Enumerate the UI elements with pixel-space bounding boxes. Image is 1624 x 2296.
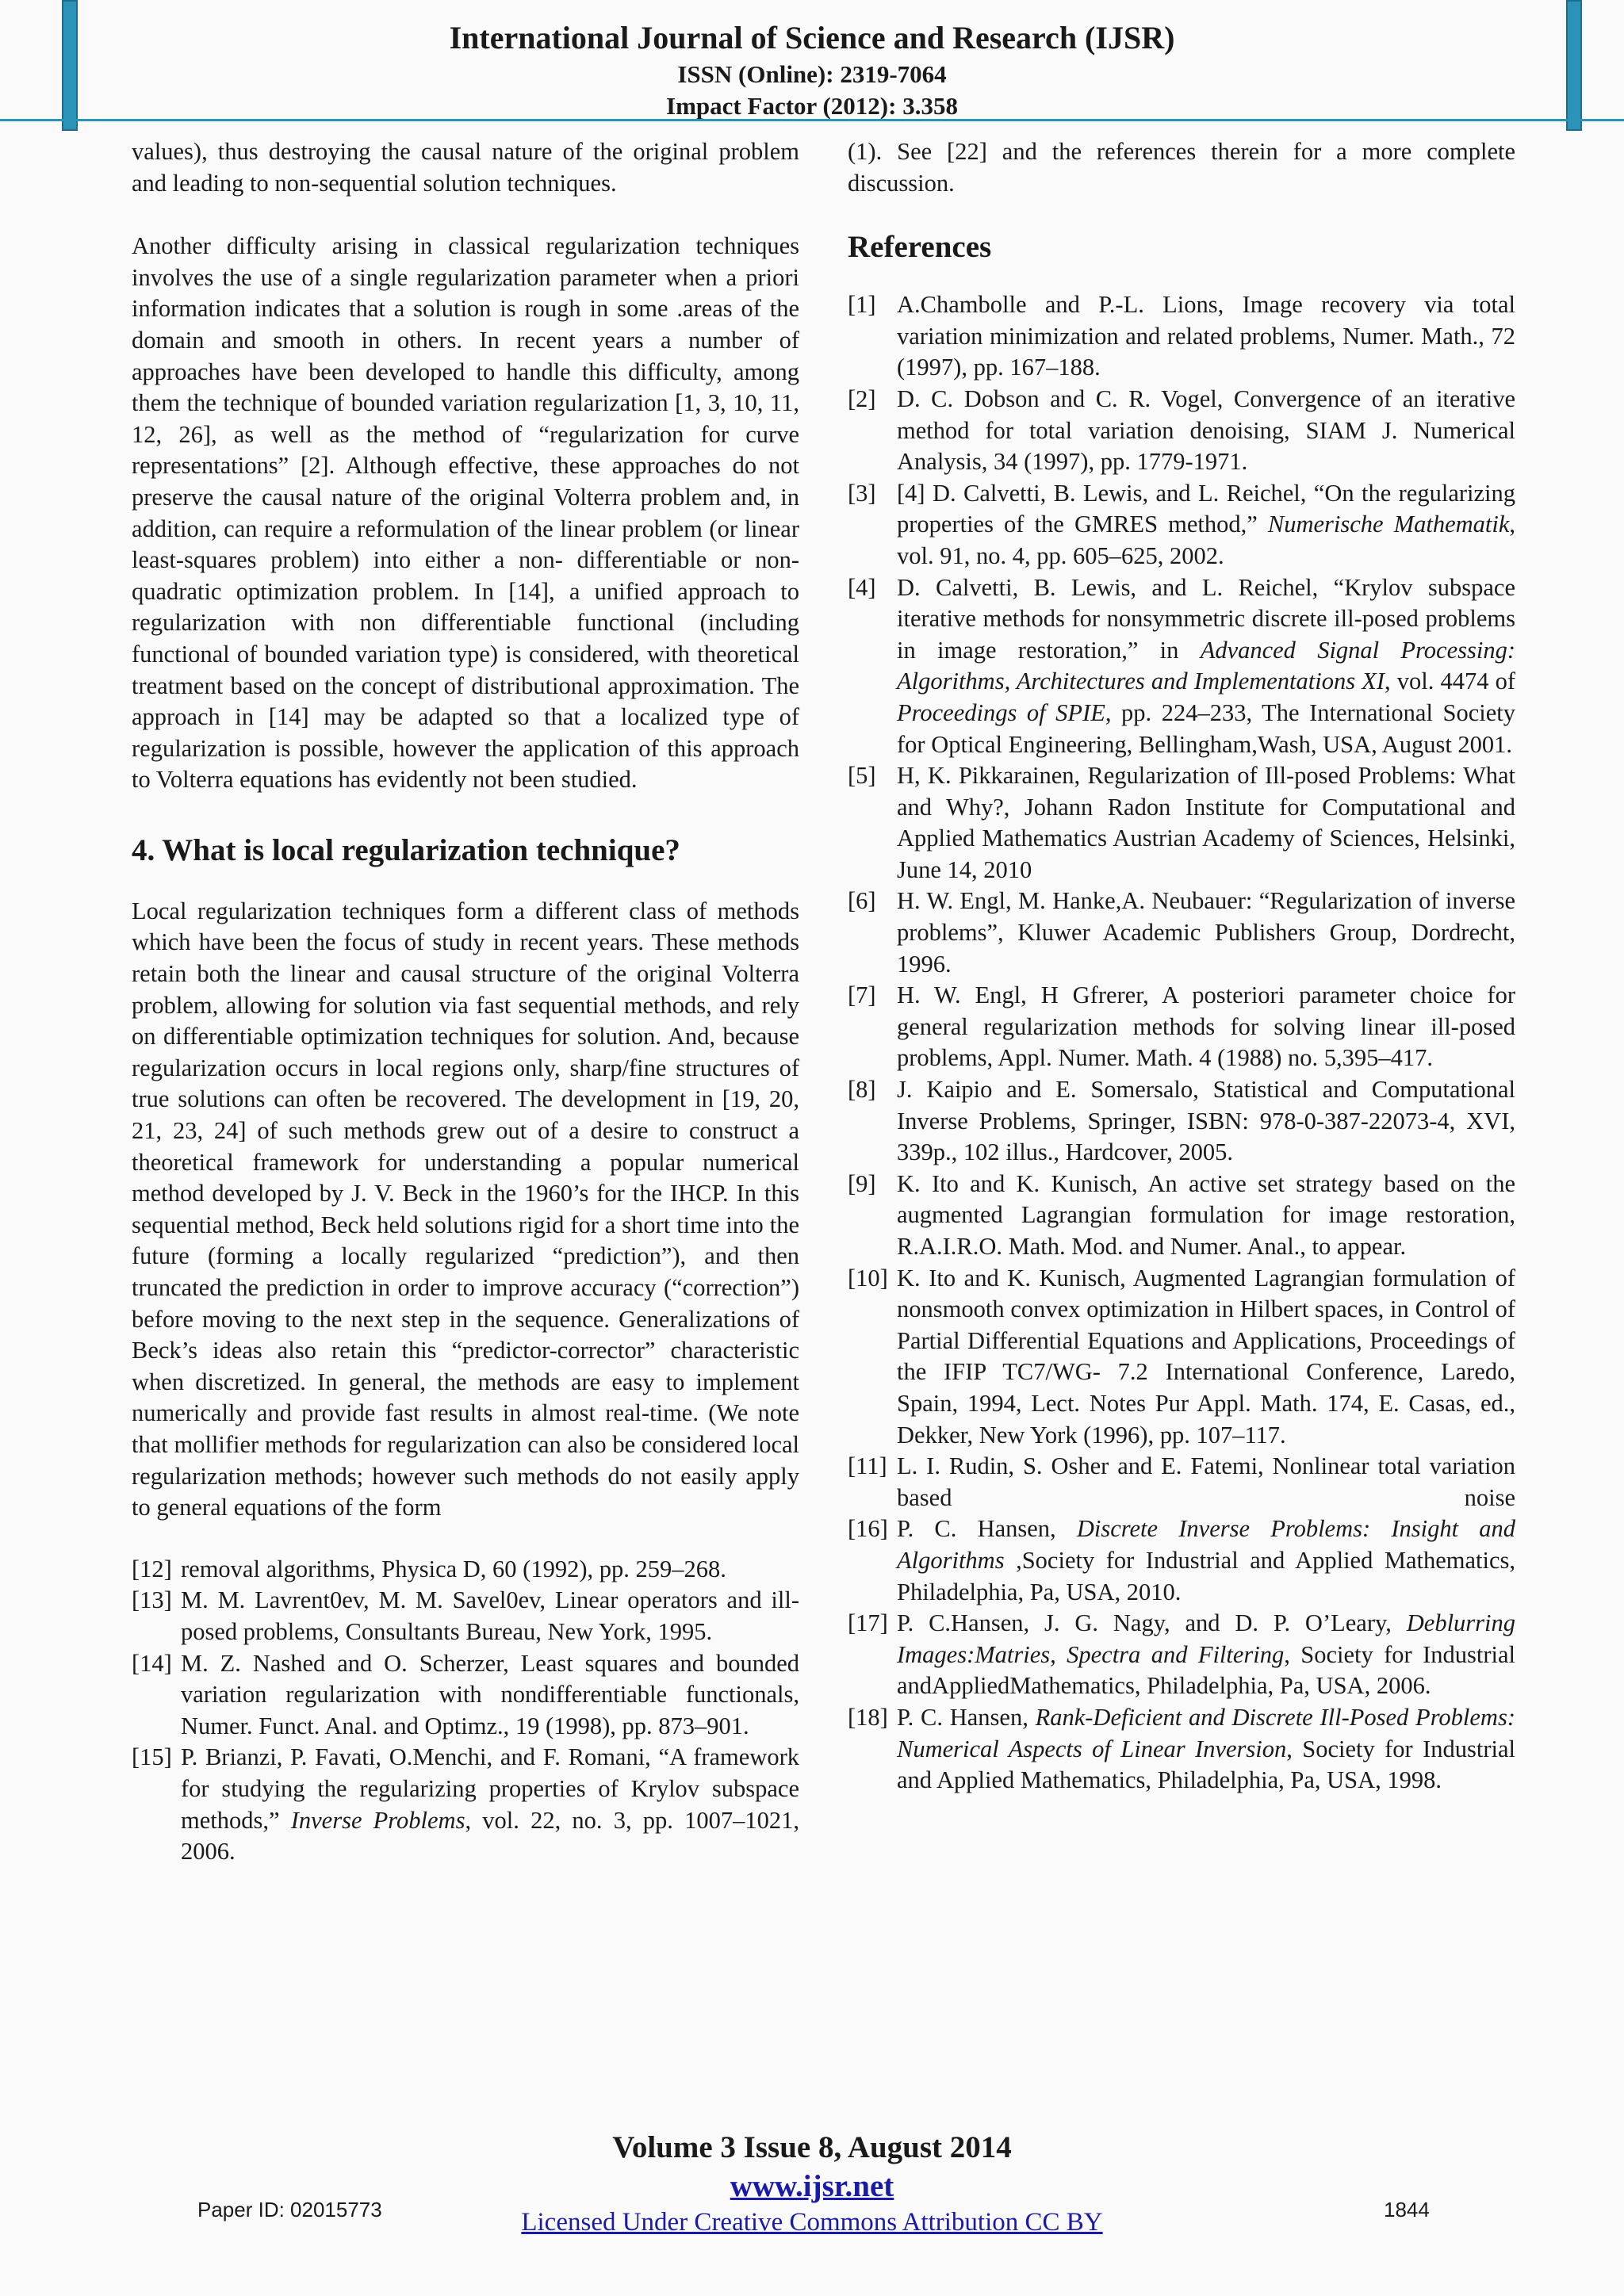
reference-text: P. C.Hansen, J. G. Nagy, and D. P. O’Leary, Deblurring Images:Matries, Spectra and Filtering, Society for Industrial andAppliedMathematics, Philadelphia, Pa, USA, 2006. [897, 1609, 1515, 1700]
reference-text: A.Chambolle and P.-L. Lions, Image recovery via total variation minimization and related problems, Numer. Math., 72 (1997), pp. 167–188. [897, 291, 1515, 381]
reference-text: P. Brianzi, P. Favati, O.Menchi, and F. Romani, “A framework for studying the regularizing properties of Krylov subspace methods,” Inverse Problems, vol. 22, no. 3, pp. 1007–1021, 2006. [181, 1743, 799, 1866]
right-column [848, 136, 1515, 1797]
reference-number: [7] [848, 982, 876, 1009]
reference-number: [9] [848, 1169, 876, 1197]
paragraph: Local regularization techniques form a different class of methods which have been the focus of study in recent years. These methods retain both the linear and causal structure of the original Volterra problem, allowing for solution via fast sequential methods, and rely on differentiable optimization techniques for solution. And, because regularization occurs in local regions only, sharp/fine structures of true solutions can often be recovered. The development in [19, 20, 21, 23, 24] of such methods grew out of a desire to construct a theoretical framework for understanding a popular numerical method developed by J. V. Beck in the 1960’s for the IHCP. In this sequential method, Beck held solutions rigid for a short time into the future (forming a locally regularized “prediction”), and then truncated the prediction in order to improve accuracy (“correction”) before moving to the next step in the sequence. Generalizations of Beck’s ideas also retain this “predictor-corrector” characteristic when discretized. In general, the methods are easy to implement numerically and provide fast results in almost real-time. (We note that mollifier methods for regularization can also be considered local regularization methods; however such methods do not easily apply to general equations of the form [132, 897, 799, 1521]
reference-text: H. W. Engl, H Gfrerer, A posteriori parameter choice for general regularization methods for solving linear ill-posed problems, Appl. Numer. Math. 4 (1988) no. 5,395–417. [897, 982, 1515, 1072]
reference-text: M. Z. Nashed and O. Scherzer, Least squares and bounded variation regularization with nondifferentiable functionals, Numer. Funct. Anal. and Optimz., 19 (1998), pp. 873–901. [181, 1649, 799, 1739]
reference-text: removal algorithms, Physica D, 60 (1992), pp. 259–268. [181, 1555, 726, 1582]
header-divider [0, 119, 1624, 121]
left-column [132, 136, 799, 1868]
reference-number: [11] [848, 1452, 887, 1480]
journal-impact-factor: Impact Factor (2012): 3.358 [666, 92, 958, 120]
reference-item [132, 1648, 799, 1743]
reference-number: [17] [848, 1609, 888, 1637]
reference-number: [15] [132, 1743, 172, 1771]
reference-text: K. Ito and K. Kunisch, Augmented Lagrangian formulation of nonsmooth convex optimization in Hilbert spaces, in Control of Partial Differential Equations and Applications, Proceedings of the IFIP TC7/WG- 7.2 International Conference, Laredo, Spain, 1994, Lect. Notes Pur Appl. Math. 174, E. Casas, ed., Dekker, New York (1996), pp. 107–117. [897, 1264, 1515, 1448]
reference-item [132, 1554, 799, 1586]
reference-item [848, 760, 1515, 886]
references-heading: References [848, 230, 992, 265]
reference-item [848, 289, 1515, 384]
reference-text: K. Ito and K. Kunisch, An active set strategy based on the augmented Lagrangian formulation for image restoration, R.A.I.R.O. Math. Mod. and Numer. Anal., to appear. [897, 1169, 1515, 1260]
paragraph: (1). See [22] and the references therein for a more complete discussion. [848, 138, 1515, 197]
reference-number: [16] [848, 1515, 888, 1543]
reference-number: [13] [132, 1586, 172, 1614]
paragraph: Another difficulty arising in classical regularization techniques involves the use of a single regularization parameter when a priori information indicates that a solution is rough in some .areas of the domain and smooth in others. In recent years a number of approaches have been developed to handle this difficulty, among them the technique of bounded variation regularization [1, 3, 10, 11, 12, 26], as well as the method of “regularization for curve representations” [2]. Although effective, these approaches do not preserve the causal nature of the original Volterra problem and, in addition, can require a reformulation of the linear problem (or linear least-squares problem) into either a non- differentiable or non- quadratic optimization problem. In [14], a unified approach to regularization with non differentiable functional (including functional of bounded variation type) is considered, with theoretical treatment based on the concept of distributional approximation. The approach in [14] may be adapted so that a localized type of regularization is possible, however the application of this approach to Volterra equations has evidently not been studied. [132, 232, 799, 794]
reference-text: D. Calvetti, B. Lewis, and L. Reichel, “Krylov subspace iterative methods for nonsymmetric discrete ill-posed problems in image restoration,” in Advanced Signal Processing: Algorithms, Architectures and Implementations XI, vol. 4474 of Proceedings of SPIE, pp. 224–233, The International Society for Optical Engineering, Bellingham,Wash, USA, August 2001. [897, 573, 1515, 758]
reference-number: [14] [132, 1649, 172, 1677]
reference-number: [6] [848, 887, 876, 915]
reference-item [848, 478, 1515, 572]
reference-text: L. I. Rudin, S. Osher and E. Fatemi, Nonlinear total variation based noise [897, 1452, 1515, 1511]
paragraph: values), thus destroying the causal nature of the original problem and leading to non-sequential solution techniques. [132, 138, 799, 197]
reference-text: H, K. Pikkarainen, Regularization of Ill-posed Problems: What and Why?, Johann Radon Institute for Computational and Applied Mathematics Austrian Academy of Sciences, Helsinki, June 14, 2010 [897, 762, 1515, 883]
reference-item [848, 384, 1515, 478]
reference-text: M. M. Lavrent0ev, M. M. Savel0ev, Linear operators and ill-posed problems, Consultants Bureau, New York, 1995. [181, 1586, 799, 1645]
reference-number: [12] [132, 1555, 172, 1582]
reference-item [132, 1585, 799, 1647]
reference-number: [10] [848, 1264, 888, 1292]
reference-item [848, 572, 1515, 761]
reference-item [848, 1169, 1515, 1263]
journal-issn: ISSN (Online): 2319-7064 [677, 60, 947, 88]
reference-number: [18] [848, 1703, 888, 1731]
reference-number: [4] [848, 573, 876, 601]
reference-item [132, 1742, 799, 1867]
footer-paper-id: Paper ID: 02015773 [197, 2198, 382, 2221]
reference-text: [4] D. Calvetti, B. Lewis, and L. Reichel, “On the regularizing properties of the GMRES method,” Numerische Mathematik, vol. 91, no. 4, pp. 605–625, 2002. [897, 479, 1515, 569]
reference-item [848, 1074, 1515, 1169]
journal-header [0, 17, 1624, 122]
reference-number: [3] [848, 479, 876, 507]
reference-number: [1] [848, 291, 876, 319]
journal-title: International Journal of Science and Research (IJSR) [449, 20, 1175, 55]
reference-item [848, 980, 1515, 1074]
reference-number: [2] [848, 385, 876, 412]
reference-item [848, 886, 1515, 980]
reference-text: J. Kaipio and E. Somersalo, Statistical and Computational Inverse Problems, Springer, ISBN: 978-0-387-22073-4, XVI, 339p., 102 illus., Hardcover, 2005. [897, 1076, 1515, 1166]
footer-page-number: 1844 [1384, 2198, 1430, 2221]
reference-item [848, 1702, 1515, 1797]
footer-website-link[interactable]: www.ijsr.net [730, 2169, 894, 2203]
footer-license-link[interactable]: Licensed Under Creative Commons Attribution CC BY [521, 2208, 1103, 2237]
reference-item [848, 1608, 1515, 1702]
reference-text: H. W. Engl, M. Hanke,A. Neubauer: “Regularization of inverse problems”, Kluwer Academic Publishers Group, Dordrecht, 1996. [897, 887, 1515, 978]
reference-item [848, 1513, 1515, 1608]
reference-item [848, 1451, 1515, 1513]
footer-volume: Volume 3 Issue 8, August 2014 [612, 2130, 1012, 2164]
reference-text: P. C. Hansen, Rank-Deficient and Discrete Ill-Posed Problems: Numerical Aspects of Linear Inversion, Society for Industrial and Applied Mathematics, Philadelphia, Pa, USA, 1998. [897, 1703, 1515, 1794]
reference-item [848, 1263, 1515, 1452]
reference-number: [8] [848, 1076, 876, 1104]
reference-text: D. C. Dobson and C. R. Vogel, Convergence of an iterative method for total variation denoising, SIAM J. Numerical Analysis, 34 (1997), pp. 1779-1971. [897, 385, 1515, 476]
reference-number: [5] [848, 762, 876, 790]
reference-text: P. C. Hansen, Discrete Inverse Problems: Insight and Algorithms ,Society for Industrial and Applied Mathematics, Philadelphia, Pa, USA, 2010. [897, 1515, 1515, 1605]
section-heading: 4. What is local regularization technique? [132, 832, 680, 867]
